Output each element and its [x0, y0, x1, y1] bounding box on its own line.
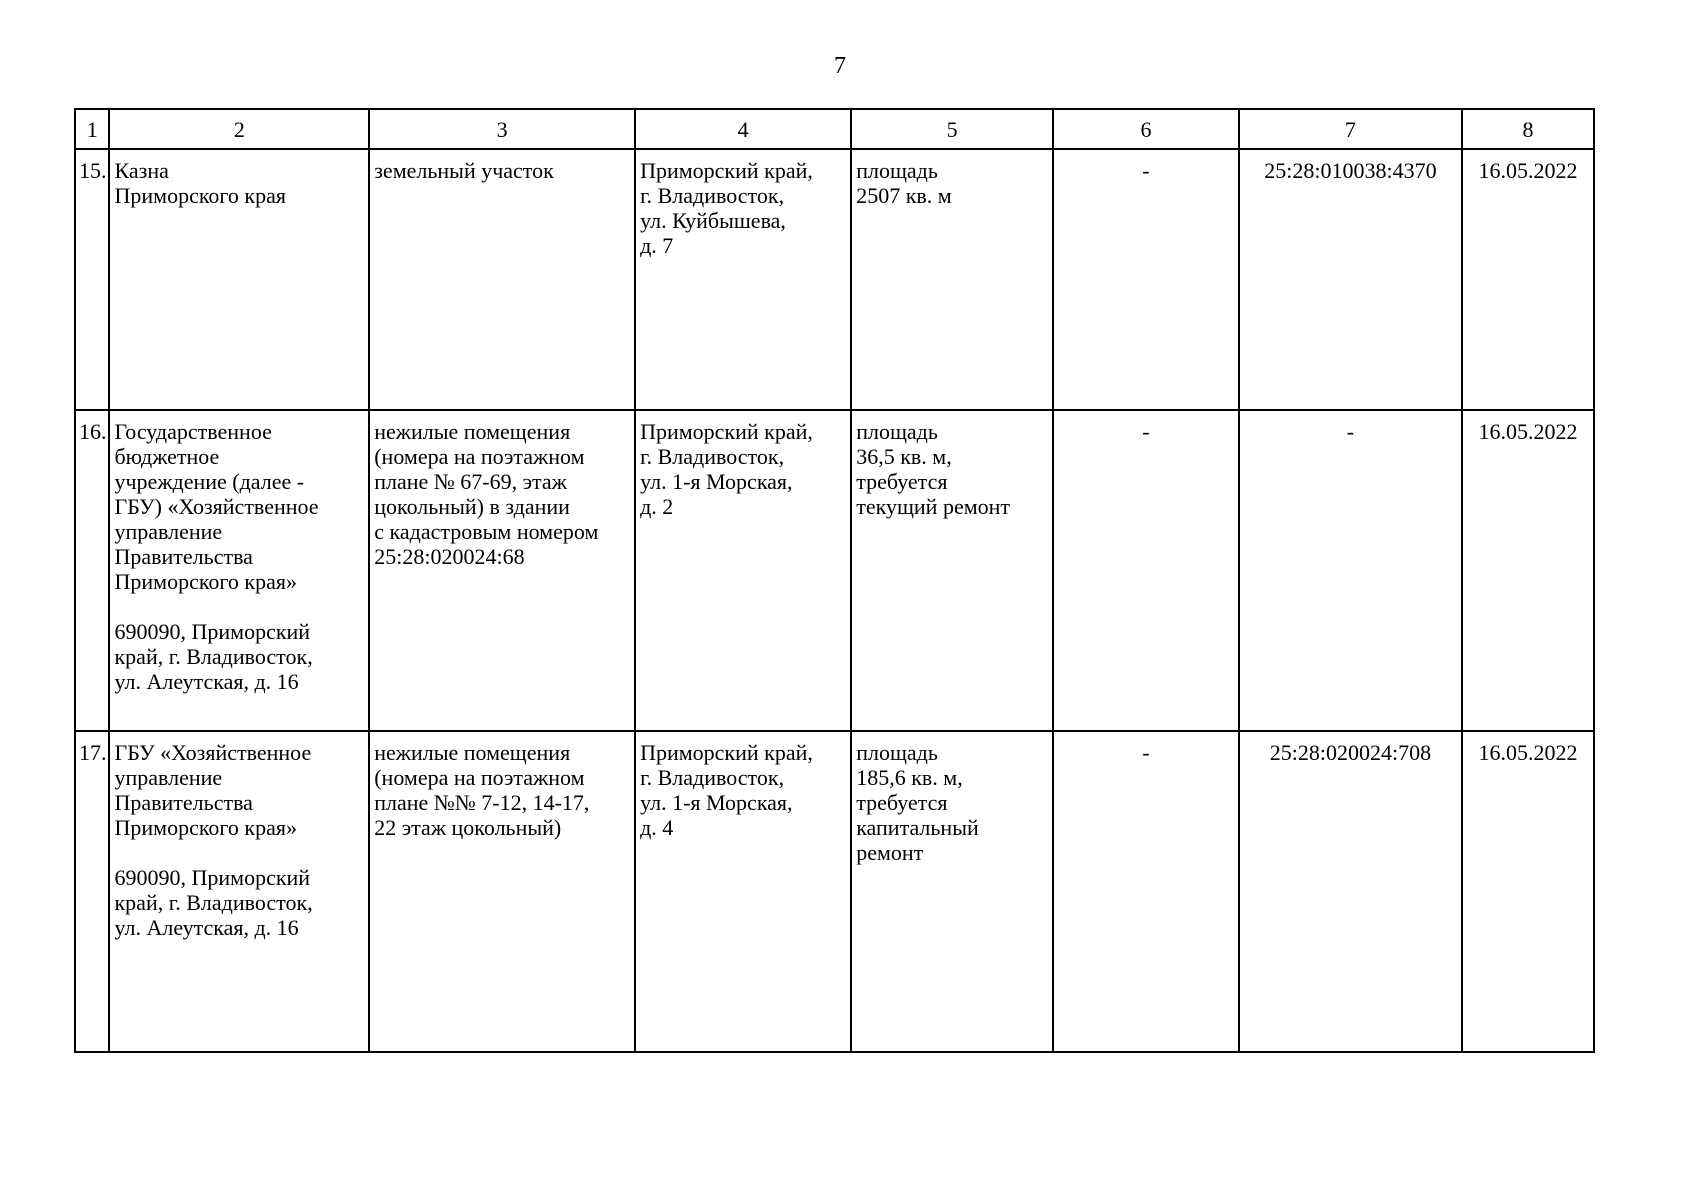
column-header-3: 3 — [369, 109, 635, 149]
row-number: 17. — [75, 731, 109, 1052]
object-cell: нежилые помещения (номера на поэтажном плане №№ 7-12, 14-17, 22 этаж цокольный) — [369, 731, 635, 1052]
characteristics-cell: площадь 2507 кв. м — [851, 149, 1053, 410]
cadastral-number-cell: - — [1239, 410, 1462, 731]
table-row — [75, 410, 1594, 731]
row-number: 15. — [75, 149, 109, 410]
date-cell: 16.05.2022 — [1462, 149, 1594, 410]
date-cell: 16.05.2022 — [1462, 410, 1594, 731]
page-number: 7 — [834, 53, 846, 79]
address-cell: Приморский край, г. Владивосток, ул. Куйбышева, д. 7 — [635, 149, 851, 410]
holder-cell: Казна Приморского края — [109, 149, 369, 410]
date-cell: 16.05.2022 — [1462, 731, 1594, 1052]
characteristics-cell: площадь 185,6 кв. м, требуется капитальный ремонт — [851, 731, 1053, 1052]
cadastral-number-cell: 25:28:020024:708 — [1239, 731, 1462, 1052]
column-6-cell: - — [1053, 149, 1239, 410]
object-cell: земельный участок — [369, 149, 635, 410]
column-header-1: 1 — [75, 109, 109, 149]
column-6-cell: - — [1053, 731, 1239, 1052]
column-header-6: 6 — [1053, 109, 1239, 149]
column-header-2: 2 — [109, 109, 369, 149]
table-row — [75, 149, 1594, 410]
column-header-8: 8 — [1462, 109, 1594, 149]
object-cell: нежилые помещения (номера на поэтажном плане № 67-69, этаж цокольный) в здании с кадастровым номером 25:28:020024:68 — [369, 410, 635, 731]
property-registry-table — [74, 108, 1595, 1053]
row-number: 16. — [75, 410, 109, 731]
table-header-row — [75, 109, 1594, 149]
address-cell: Приморский край, г. Владивосток, ул. 1-я Морская, д. 2 — [635, 410, 851, 731]
holder-cell: Государственное бюджетное учреждение (далее - ГБУ) «Хозяйственное управление Правительства Приморского края» 690090, Приморский край, г. Владивосток, ул. Алеутская, д. 16 — [109, 410, 369, 731]
column-header-7: 7 — [1239, 109, 1462, 149]
holder-cell: ГБУ «Хозяйственное управление Правительства Приморского края» 690090, Приморский край, г. Владивосток, ул. Алеутская, д. 16 — [109, 731, 369, 1052]
address-cell: Приморский край, г. Владивосток, ул. 1-я Морская, д. 4 — [635, 731, 851, 1052]
column-header-5: 5 — [851, 109, 1053, 149]
table-row — [75, 731, 1594, 1052]
cadastral-number-cell: 25:28:010038:4370 — [1239, 149, 1462, 410]
characteristics-cell: площадь 36,5 кв. м, требуется текущий ремонт — [851, 410, 1053, 731]
column-header-4: 4 — [635, 109, 851, 149]
column-6-cell: - — [1053, 410, 1239, 731]
